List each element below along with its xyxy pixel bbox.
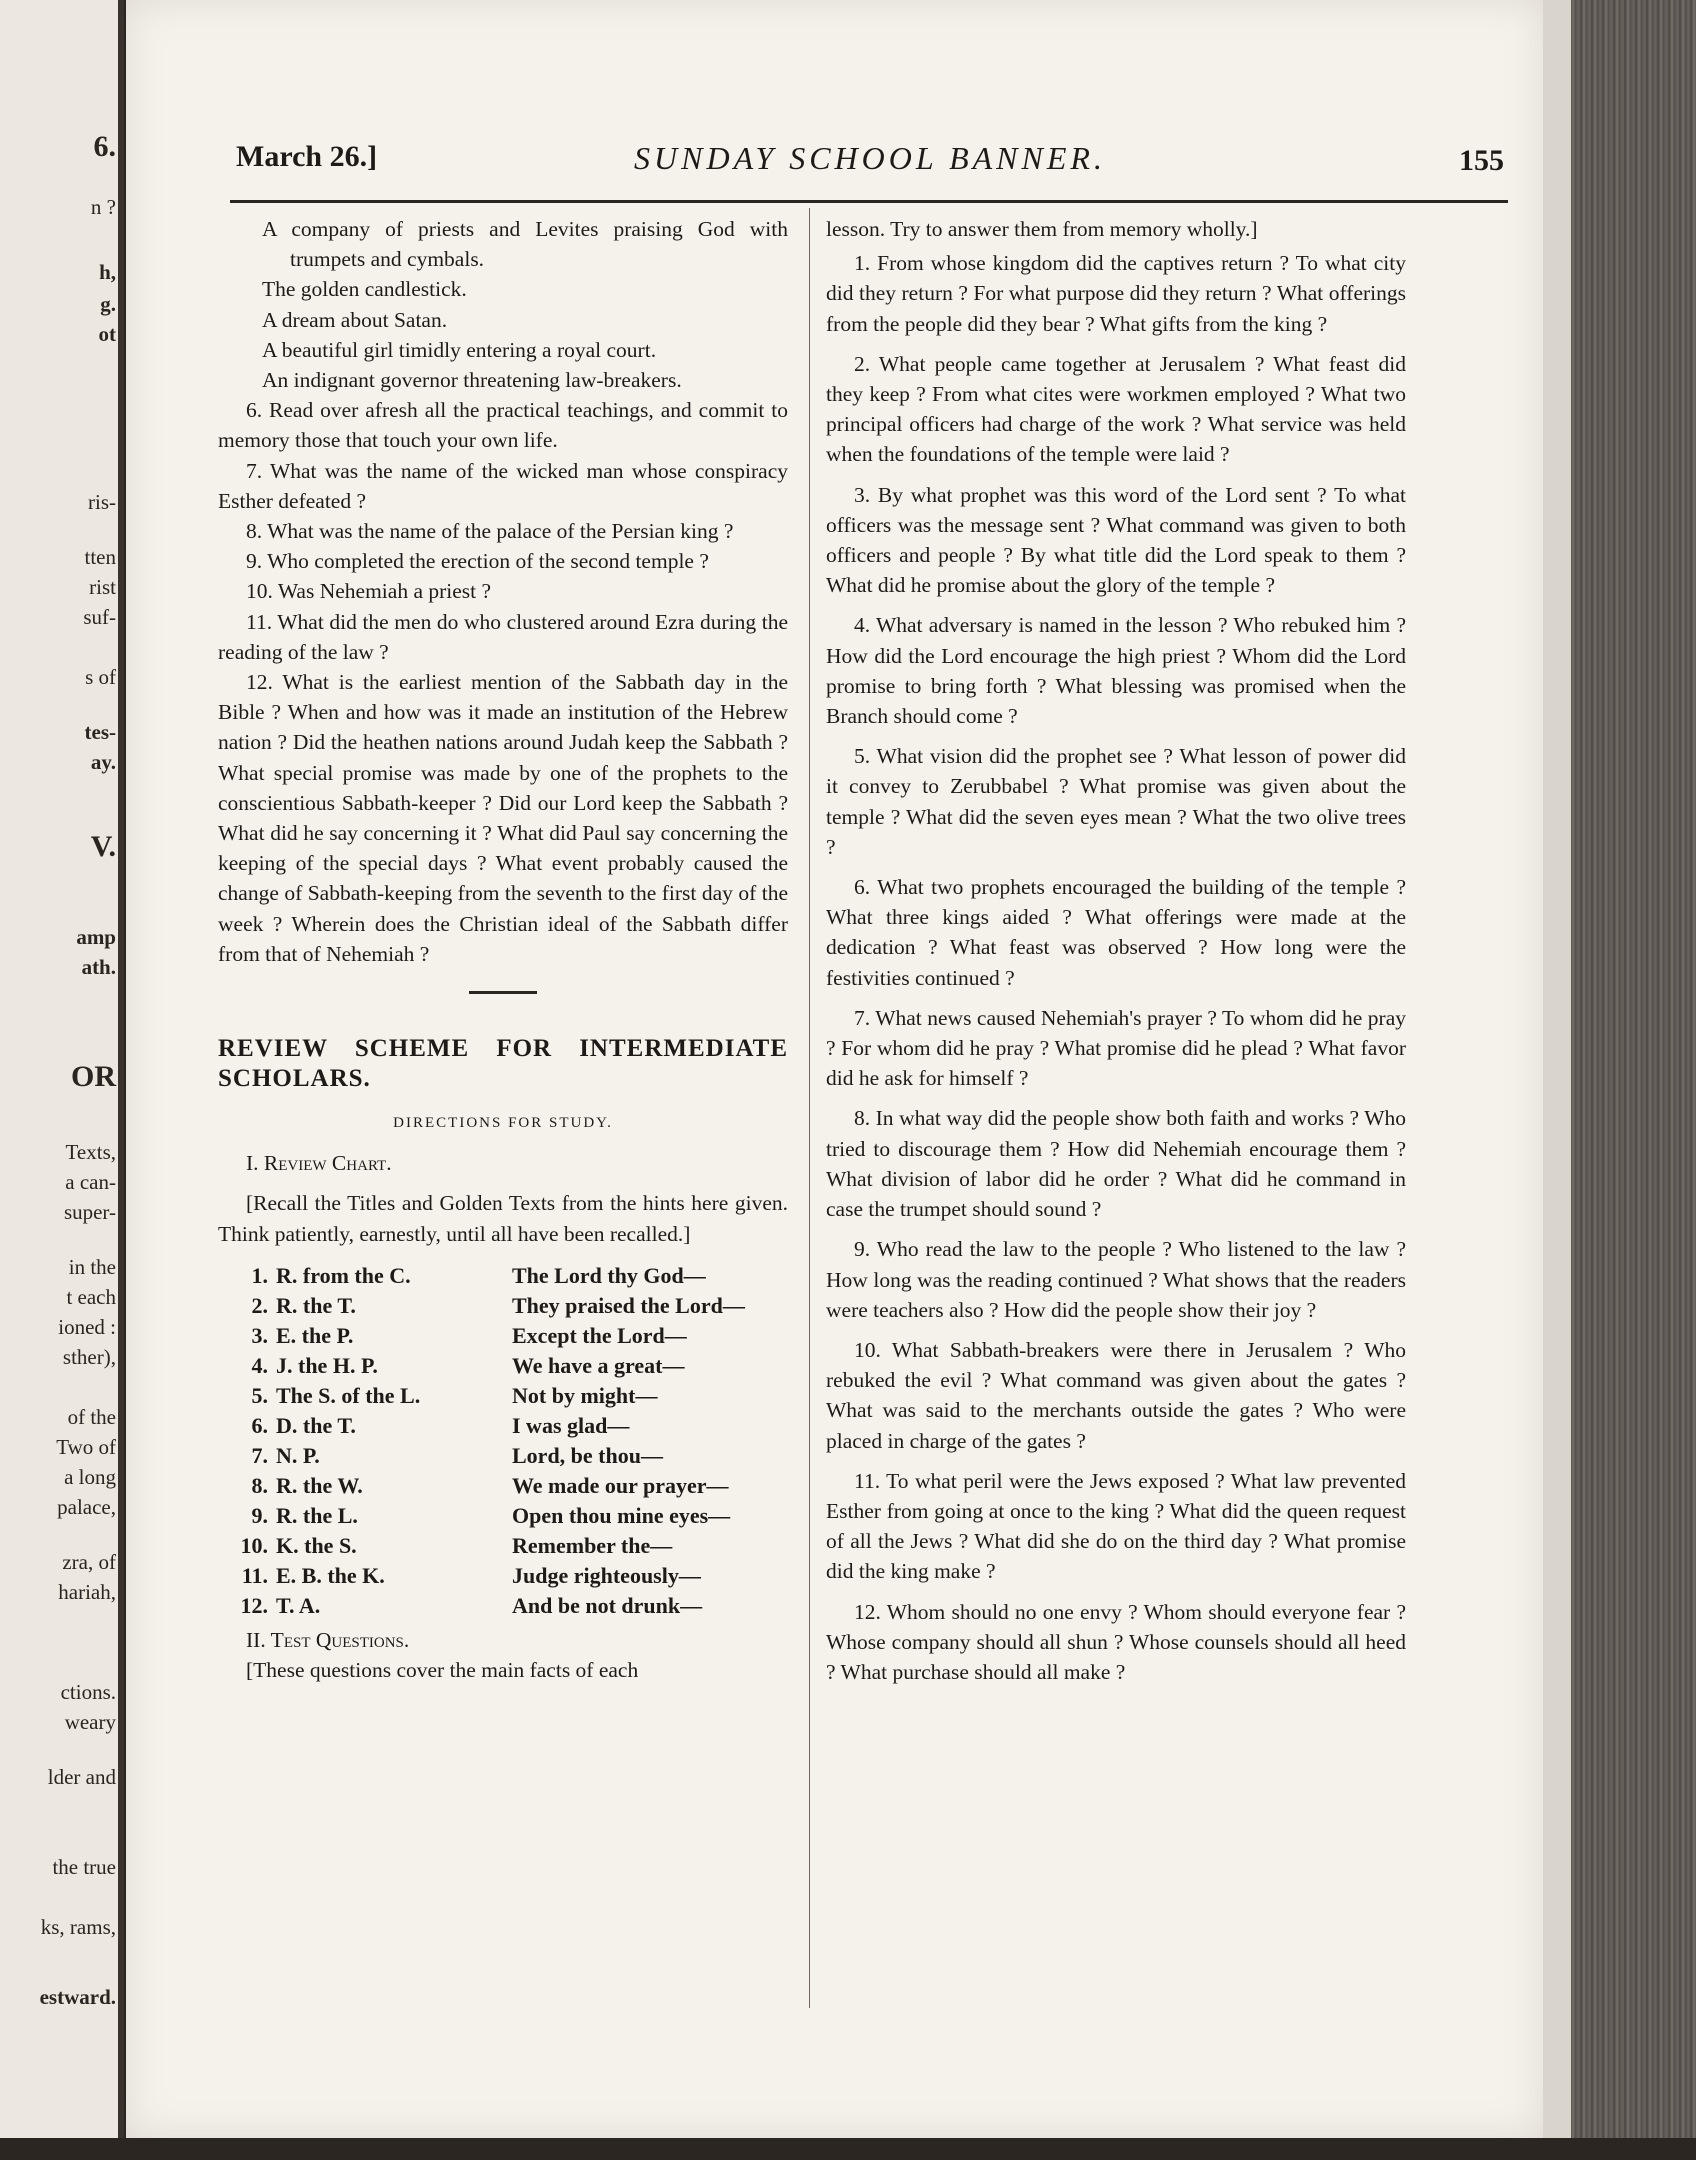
chart-golden-text: We made our prayer— <box>512 1472 729 1498</box>
fragment-text: amp <box>76 925 116 949</box>
fragment-text: weary <box>64 1710 116 1734</box>
review-paragraph: 6. Read over afresh all the practical teachings, and commit to memory those that touch your own life. <box>218 398 788 453</box>
fragment-text: s of <box>85 665 116 689</box>
chart-number: 6. <box>251 1412 268 1438</box>
chart-row <box>238 1441 788 1471</box>
fragment-text: zra, of <box>62 1550 116 1574</box>
fragment-text: tes- <box>84 720 116 744</box>
chart-number: 3. <box>251 1322 268 1348</box>
chart-number: 9. <box>251 1502 268 1528</box>
fragment-text: lder and <box>47 1765 116 1789</box>
test-question: 2. What people came together at Jerusalem ? What feast did they keep ? From what cites were workmen employed ? What two principal officers had charge of the work ? What service was held when the foundations of the temple were laid ? <box>826 351 1406 467</box>
fragment-text: suf- <box>83 605 116 629</box>
test-question: 1. From whose kingdom did the captives return ? To what city did they return ? For what purpose did they return ? What offerings from the people did they bear ? What gifts from the king ? <box>826 251 1406 336</box>
chart-number: 7. <box>251 1442 268 1468</box>
intro-item: The golden candlestick. <box>262 277 467 302</box>
chart-golden-text: Lord, be thou— <box>512 1442 663 1468</box>
intro-item: A dream about Satan. <box>262 307 448 332</box>
fragment-text: V. <box>90 830 116 863</box>
fragment-text: estward. <box>39 1985 116 2009</box>
chart-hint: T. A. <box>276 1592 321 1618</box>
test-question: 4. What adversary is named in the lesson ? Who rebuked him ? How did the Lord encourage the high priest ? Whom did the Lord promise to bring forth ? What blessing was promised when the Branch should come ? <box>826 613 1406 729</box>
fragment-text: hariah, <box>58 1580 116 1604</box>
fragment-text: t each <box>66 1285 116 1309</box>
chart-number: 2. <box>251 1292 268 1318</box>
chart-row <box>238 1291 788 1321</box>
fragment-text: the true <box>52 1855 116 1879</box>
chart-row <box>238 1411 788 1441</box>
test-question: 9. Who read the law to the people ? Who listened to the law ? How long was the reading continued ? What shows that the readers were teachers also ? How did the people show their joy ? <box>826 1237 1406 1322</box>
left-paragraphs <box>218 395 788 969</box>
test-questions-note-continued: lesson. Try to answer them from memory wholly.] <box>826 217 1258 241</box>
chart-row <box>238 1471 788 1501</box>
test-question: 6. What two prophets encouraged the building of the temple ? What three kings aided ? What offerings were made at the dedication ? What feast was observed ? How long were the festivities continued ? <box>826 875 1406 990</box>
chart-golden-text: And be not drunk— <box>512 1592 703 1618</box>
review-paragraph: 10. Was Nehemiah a priest ? <box>246 579 492 604</box>
test-question: 8. In what way did the people show both faith and works ? Who tried to discourage them ? How did Nehemiah encourage them ? What division of labor did he order ? What did he command in case the trumpet should sound ? <box>826 1106 1406 1222</box>
right-column <box>826 214 1406 1687</box>
chart-golden-text: Remember the— <box>512 1532 673 1558</box>
chart-row <box>238 1261 788 1291</box>
chart-hint: R. the L. <box>276 1502 358 1528</box>
header-rule <box>230 200 1508 203</box>
section-divider <box>469 991 537 994</box>
fragment-text: ot <box>98 322 116 346</box>
test-question: 5. What vision did the prophet see ? What lesson of power did it convey to Zerubbabel ? What promise was given about the temple ? What did the seven eyes mean ? What the two olive trees ? <box>826 744 1406 859</box>
test-question: 11. To what peril were the Jews exposed ? What law prevented Esther from going at once to the king ? What did the queen request of all the Jews ? What did she do on the third day ? What promise did the king make ? <box>826 1468 1406 1584</box>
fragment-text: a can- <box>65 1170 116 1194</box>
running-header <box>236 140 1504 190</box>
chart-number: 4. <box>251 1352 268 1378</box>
review-paragraph: 8. What was the name of the palace of the Persian king ? <box>246 519 734 544</box>
review-chart-heading: I. Review Chart. <box>246 1151 392 1176</box>
intro-item: A company of priests and Levites praising God with trumpets and cymbals. <box>262 217 788 272</box>
chart-row <box>238 1351 788 1381</box>
chart-row <box>238 1381 788 1411</box>
chart-hint: E. the P. <box>276 1322 354 1348</box>
column-divider <box>809 208 810 2008</box>
fragment-text: h, <box>99 260 116 284</box>
fragment-text: ris- <box>88 490 116 514</box>
header-date: March 26.] <box>236 140 378 173</box>
fragment-text: ks, rams, <box>40 1915 116 1939</box>
chart-golden-text: Open thou mine eyes— <box>512 1502 731 1528</box>
chart-hint: R. the W. <box>276 1472 363 1498</box>
chart-row <box>238 1321 788 1351</box>
review-paragraph: 7. What was the name of the wicked man whose conspiracy Esther defeated ? <box>218 458 788 513</box>
review-paragraph: 12. What is the earliest mention of the Sabbath day in the Bible ? When and how was it made an institution of the Hebrew nation ? Did the heathen nations around Judah keep the Sabbath ? What special promise was made by one of the prophets to the conscientious Sabbath-keeper ? Did our Lord keep the Sabbath ? What did he say concerning it ? What did Paul say concerning the keeping of the special days ? What event probably caused the change of Sabbath-keeping from the seventh to the first day of the week ? Wherein does the Christian ideal of the Sabbath differ from that of Nehemiah ? <box>218 670 788 966</box>
chart-hint: R. from the C. <box>276 1262 411 1288</box>
intro-item: A beautiful girl timidly entering a royal court. <box>262 337 657 362</box>
chart-row <box>238 1501 788 1531</box>
chart-number: 12. <box>240 1592 268 1618</box>
review-chart <box>238 1261 788 1621</box>
test-question: 3. By what prophet was this word of the Lord sent ? To what officers was the message sent ? What command was given to both officers and people ? By what title did the Lord speak to them ? What did he promise about the glory of the temple ? <box>826 482 1406 598</box>
chart-golden-text: Not by might— <box>512 1382 658 1408</box>
fragment-text: Texts, <box>65 1140 116 1164</box>
publication-title: SUNDAY SCHOOL BANNER. <box>634 140 1106 176</box>
chart-golden-text: They praised the Lord— <box>512 1292 745 1318</box>
chart-hint: D. the T. <box>276 1412 356 1438</box>
review-paragraph: 9. Who completed the erection of the second temple ? <box>246 549 709 574</box>
book-page <box>126 0 1543 2138</box>
fragment-text: super- <box>63 1200 116 1224</box>
chart-hint: N. P. <box>276 1442 320 1468</box>
fragment-text: ay. <box>90 750 116 774</box>
chart-golden-text: I was glad— <box>512 1412 630 1438</box>
scheme-title: REVIEW SCHEME FOR INTERMEDIATE SCHOLARS. <box>218 1035 788 1093</box>
test-question: 7. What news caused Nehemiah's prayer ? To whom did he pray ? For whom did he pray ? What promise did he plead ? What favor did he ask for himself ? <box>826 1005 1406 1091</box>
intro-item: An indignant governor threatening law-breakers. <box>262 368 682 393</box>
fragment-text: n ? <box>90 195 116 219</box>
review-paragraph: 11. What did the men do who clustered around Ezra during the reading of the law ? <box>218 609 788 664</box>
fragment-text: Two of <box>56 1435 116 1459</box>
page-number: 155 <box>1459 144 1504 177</box>
chart-number: 1. <box>251 1262 268 1288</box>
book-edge <box>1543 0 1696 2160</box>
chart-row <box>238 1531 788 1561</box>
chart-number: 5. <box>251 1382 268 1408</box>
chart-number: 11. <box>241 1562 268 1588</box>
chart-row <box>238 1591 788 1621</box>
fragment-text: 6. <box>93 130 116 163</box>
fragment-text: of the <box>67 1405 116 1429</box>
chart-hint: The S. of the L. <box>276 1382 421 1408</box>
fragment-text: a long <box>64 1465 116 1489</box>
test-question: 12. Whom should no one envy ? Whom should everyone fear ? Whose company should all shun ? Whose counsels should all heed ? What purchase should all make ? <box>826 1599 1406 1684</box>
test-questions-list <box>826 248 1406 1687</box>
chart-golden-text: The Lord thy God— <box>512 1262 706 1288</box>
chart-number: 10. <box>240 1532 268 1558</box>
fragment-text: tten <box>84 545 116 569</box>
chart-hint: E. B. the K. <box>276 1562 385 1588</box>
chart-number: 8. <box>251 1472 268 1498</box>
chart-hint: K. the S. <box>276 1532 357 1558</box>
chart-golden-text: Except the Lord— <box>512 1322 687 1348</box>
fragment-text: rist <box>89 575 116 599</box>
fragment-text: palace, <box>57 1495 116 1519</box>
chart-golden-text: We have a great— <box>512 1352 685 1378</box>
intro-items <box>218 214 788 395</box>
page-margin-strip <box>1543 0 1571 2160</box>
chart-hint: R. the T. <box>276 1292 356 1318</box>
left-column <box>218 214 788 1685</box>
chart-hint: J. the H. P. <box>276 1352 378 1378</box>
chart-golden-text: Judge righteously— <box>512 1562 701 1588</box>
fragment-text: g. <box>100 292 116 316</box>
fragment-text: in the <box>68 1255 116 1279</box>
fragment-text: ioned : <box>58 1315 116 1339</box>
fragment-text: OR <box>71 1060 116 1093</box>
test-questions-note: [These questions cover the main facts of each <box>246 1658 639 1683</box>
bottom-edge <box>0 2138 1696 2160</box>
fragment-text: ctions. <box>60 1680 116 1704</box>
directions-heading: DIRECTIONS FOR STUDY. <box>393 1115 613 1132</box>
fragment-text: sther), <box>62 1345 116 1369</box>
review-chart-note: [Recall the Titles and Golden Texts from the hints here given. Think patiently, earnestly, until all have been recalled.] <box>218 1191 788 1246</box>
test-question: 10. What Sabbath-breakers were there in Jerusalem ? Who rebuked the evil ? What command was given about the gates ? What was said to the merchants outside the gates ? Who were placed in charge of the gates ? <box>826 1337 1406 1453</box>
chart-row <box>238 1561 788 1591</box>
adjacent-page-fragment <box>0 0 124 2160</box>
fragment-text: ath. <box>81 955 116 979</box>
test-questions-heading: II. Test Questions. <box>246 1627 410 1652</box>
